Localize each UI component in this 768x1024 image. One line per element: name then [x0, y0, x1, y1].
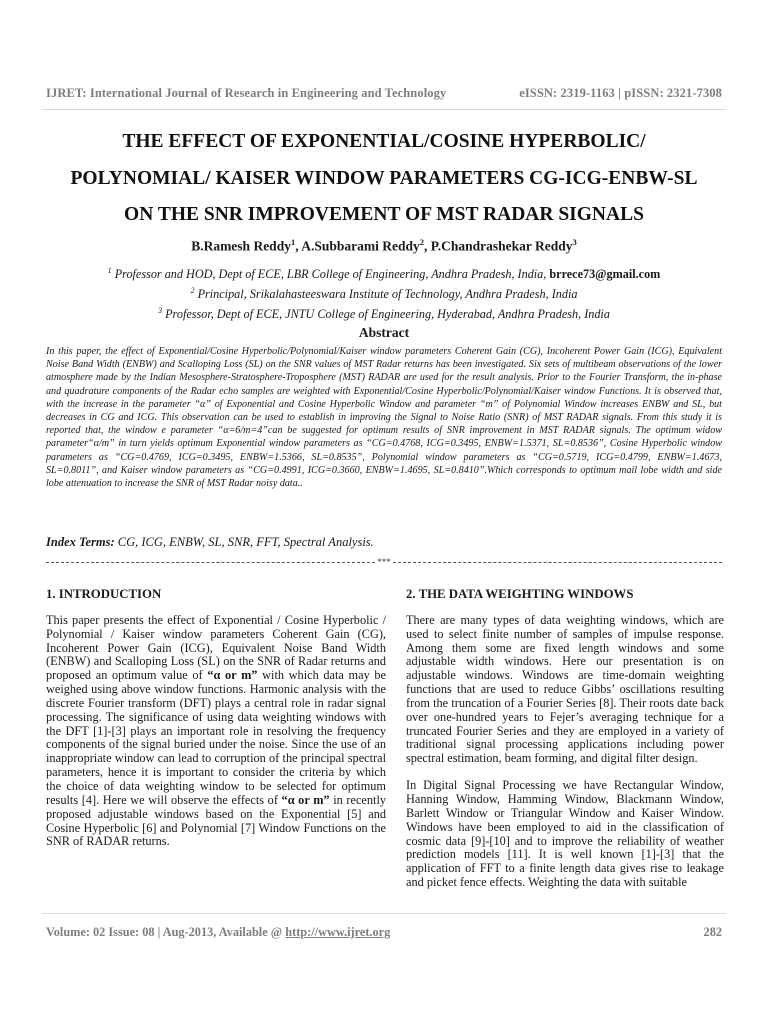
affiliation-1: $^1$ Professor and HOD, Dept of ECE, LBR College of Engineering, Andhra Pradesh, India, brrece73@gmail.com — [107, 266, 661, 282]
affiliation-2: $^2$ Principal, Srikalahasteeswara Institute of Technology, Andhra Pradesh, India — [190, 285, 578, 301]
parameter-symbol: “α or m” — [281, 792, 330, 807]
parameter-symbol: “α or m” — [207, 668, 258, 683]
author-email-link[interactable]: brrece73@gmail.com — [549, 267, 661, 282]
left-column — [46, 588, 386, 849]
index-terms-label: Index Terms: — [46, 535, 115, 549]
intro-heading: 1. INTRODUCTION — [46, 587, 162, 601]
separator-dash-right — [393, 562, 722, 563]
index-terms — [46, 535, 722, 550]
affiliation-3: $^3$ Professor, Dept of ECE, JNTU College of Engineering, Hyderabad, Andhra Pradesh, India — [158, 305, 610, 321]
section-2-heading: 2. THE DATA WEIGHTING WINDOWS — [406, 587, 634, 601]
volume-info: Volume: 02 Issue: 08 | Aug-2013, Available @ http://www.ijret.org — [46, 925, 391, 939]
section-2-paragraph-1: There are many types of data weighting windows, which are used to select finite number of samples of impulse response. Among them some are fixed length windows and some adjustable width windows. Here our presentation is on adjustable windows. Windows are time-domain weighting functions that are used to reduce Gibbs’ oscillations resulting from the truncation of a Fourier Series [8]. Their roots date back over one-hundred years to Fejer’s averaging technique for a truncated Fourier Series and they are employed in a variety of traditional signal processing applications including power spectral estimation, beam forming, and digital filter design. — [406, 612, 724, 766]
title-line-2: POLYNOMIAL/ KAISER WINDOW PARAMETERS CG-ICG-ENBW-SL — [70, 167, 698, 189]
section-separator — [46, 558, 722, 567]
title-line-3: ON THE SNR IMPROVEMENT OF MST RADAR SIGNALS — [124, 204, 644, 225]
running-header — [46, 86, 722, 101]
section-2-paragraph-2: In Digital Signal Processing we have Rectangular Window, Hanning Window, Hamming Window, Blackmann Window, Barlett Window or Triangular Window and Kaiser Window. Windows have been employed to aid in the classification of cosmic data [9]-[10] and to improve the reliability of weather prediction models [11]. It is well known [1]-[3] that the application of FFT to a finite length data gives rise to leakage and picket fence effects. Weighting the data with suitable — [406, 778, 724, 890]
index-terms-list: CG, ICG, ENBW, SL, SNR, FFT, Spectral Analysis. — [114, 535, 374, 549]
footer-divider — [42, 913, 726, 914]
author-list: B.Ramesh Reddy$^1$, A.Subbarami Reddy$^2$, P.Chandrashekar Reddy$^3$ — [191, 237, 577, 254]
issn-info: eISSN: 2319-1163 | pISSN: 2321-7308 — [519, 86, 722, 100]
author-3: P.Chandrashekar Reddy — [430, 238, 573, 254]
separator-dash-left — [46, 562, 375, 563]
journal-name: IJRET: International Journal of Research in Engineering and Technology — [46, 86, 447, 100]
running-footer — [46, 925, 722, 940]
author-2: A.Subbarami Reddy — [301, 238, 420, 254]
right-column — [406, 588, 724, 890]
paper-title — [40, 124, 728, 234]
affiliations — [40, 263, 728, 323]
header-divider — [42, 109, 726, 110]
abstract-text: In this paper, the effect of Exponential/Cosine Hyperbolic/Polynomial/Kaiser window parameters Coherent Gain (CG), Incoherent Power Gain (ICG), Equivalent Noise Band Width (ENBW) and Scalloping Loss (SL) on the SNR values of MST Radar returns has been investigated. Six sets of multibeam observations of the lower atmosphere made by the Indian Mesosphere-Stratosphere-Troposphere (MST) RADAR are used for the result analysis. Prior to the Fourier Transform, the in-phase and quadrature components of the Radar echo samples are weighted with Exponential/Cosine Hyperbolic/Polynomial/Kaiser window Functions. It is observed that, with the increase in the parameter “α” of Exponential and Cosine Hyperbolic Window and parameter “m” of Polynomial Window increases ENBW and SL, but decreases in CG and ICG. This observation can be used to establish in improving the Signal to Noise Ratio (SNR) of MST RADAR signals. From this study it is reported that, the window e parameter “α=6/m=4”can be suggested for optimum results of SNR improvement in MST RADAR signals. The optimum widow parameter“α/m” in turn yields optimum Exponential window parameters as “CG=0.4768, ICG=0.3495, ENBW=1.5371, SL=0.8536”, Cosine Hyperbolic window parameters as “CG=0.4769, ICG=0.3495, ENBW=1.5366, SL=0.8535”, Polynomial window parameters as “CG=0.5719, ICG=0.4799, ENBW=1.4673, SL=0.8011”, and Kaiser window parameters as “CG=0.4991, ICG=0.3660, ENBW=1.4695, SL=0.8410”.Which corresponds to optimum mail lobe width and side lobe attenuation to increase the SNR of MST Radar noisy data.. — [46, 346, 722, 490]
title-line-1: THE EFFECT OF EXPONENTIAL/COSINE HYPERBOLIC/ — [122, 131, 646, 152]
abstract-heading: Abstract — [358, 325, 410, 340]
journal-url-link[interactable]: http://www.ijret.org — [285, 925, 391, 939]
author-3-affil-marker: 3 — [572, 237, 577, 247]
author-1: B.Ramesh Reddy — [191, 238, 291, 254]
author-2-affil-marker: 2 — [419, 237, 424, 247]
author-1-affil-marker: 1 — [290, 237, 296, 247]
intro-paragraph: This paper presents the effect of Exponential / Cosine Hyperbolic / Polynomial / Kaiser window parameters Coherent Gain (CG), Incoherent Power Gain (ICG), Equivalent Noise Band Width (ENBW) and Scalloping Loss (SL) on the SNR of Radar returns and proposed an optimum value of “α or m” with which data may be weighed using above window functions. Harmonic analysis with the discrete Fourier transform (DFT) plays a central role in radar signal processing. The significance of using data weighting windows with the DFT [1]-[3] plays an important role in resolving the frequency components of the signal buried under the noise. Since the use of an inappropriate window can lead to corruption of the principal spectral parameters, hence it is important to consider the criteria by which the choice of data weighting window to be selected for optimum results [4]. Here we will observe the effects of “α or m” in recently proposed adjustable windows based on the Exponential [5] and Cosine Hyperbolic [6] and Polynomial [7] Window Functions on the SNR of RADAR returns. — [46, 612, 387, 849]
page-number: 282 — [703, 925, 722, 939]
separator-stars: *** — [377, 557, 391, 567]
